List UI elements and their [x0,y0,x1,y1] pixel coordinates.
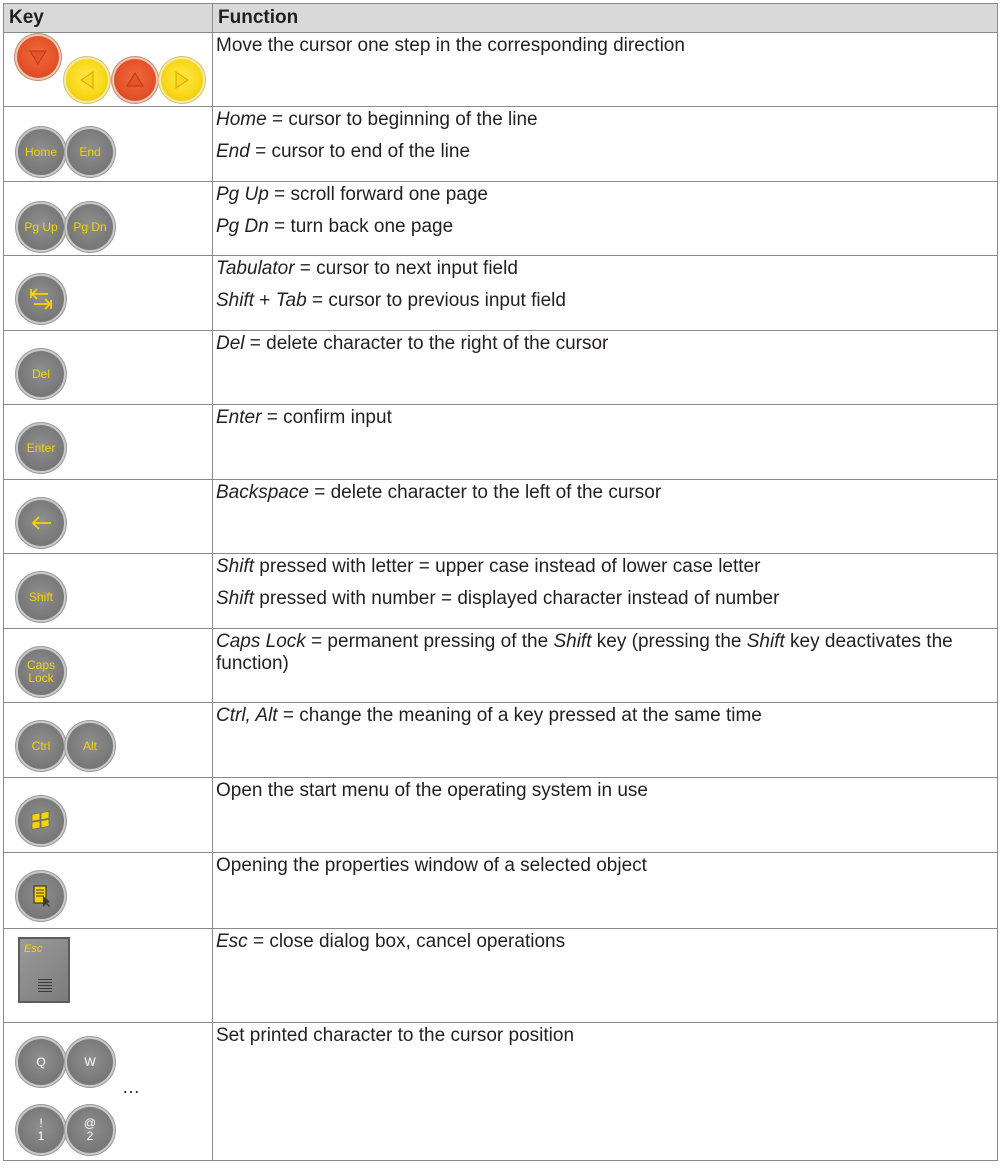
table-header [4,4,998,33]
function-cell: Backspace = delete character to the left of the cursor [213,480,998,554]
key-cell-tab [4,256,213,331]
function-cell: Tabulator = cursor to next input field Shift + Tab = cursor to previous input field [213,256,998,331]
table-row [4,33,998,107]
header-function: Function [213,4,998,33]
function-cell: Enter = confirm input [213,405,998,480]
function-cell: Pg Up = scroll forward one page Pg Dn = turn back one page [213,182,998,256]
q-key: Q [18,1039,64,1085]
key-cell-arrows [4,33,213,107]
ellipsis: … [122,1077,140,1097]
function-cell: Esc = close dialog box, cancel operations [213,929,998,1023]
enter-key: Enter [18,425,64,471]
table-row [4,331,998,405]
key-cell-menu [4,853,213,929]
function-cell: Set printed character to the cursor position [213,1023,998,1161]
function-cell: Caps Lock = permanent pressing of the Shift key (pressing the Shift key deactivates the function) [213,629,998,703]
alt-key: Alt [67,723,113,769]
key-cell-shift [4,554,213,629]
home-key: Home [18,129,64,175]
arrow-right-icon [161,59,203,101]
header-key: Key [4,4,213,33]
table-row [4,1023,998,1161]
del-key: Del [18,351,64,397]
function-cell: Opening the properties window of a selected object [213,853,998,929]
key-cell-windows [4,778,213,853]
esc-key [18,937,70,1003]
backspace-icon [18,500,64,546]
tab-icon [18,276,64,322]
table-row [4,480,998,554]
key-cell-page [4,182,213,256]
function-cell: Move the cursor one step in the corresponding direction [213,33,998,107]
table-row [4,182,998,256]
shift-key: Shift [18,574,64,620]
w-key: W [67,1039,113,1085]
pgup-key: Pg Up [18,204,64,250]
key-cell-ctrl-alt [4,703,213,778]
function-cell: Del = delete character to the right of the cursor [213,331,998,405]
esc-label: Esc [24,943,43,955]
at-2-key: @ 2 [67,1107,113,1153]
caps-lock-key: Caps Lock [18,649,64,695]
arrow-left-icon [66,59,108,101]
key-cell-home-end [4,107,213,182]
context-menu-icon [18,873,64,919]
function-cell: Home = cursor to beginning of the line End = cursor to end of the line [213,107,998,182]
table-row [4,107,998,182]
table-row [4,629,998,703]
key-cell-enter [4,405,213,480]
arrow-up-icon [114,59,156,101]
exclamation-1-key: ! 1 [18,1107,64,1153]
windows-logo-icon [18,798,64,844]
key-cell-esc [4,929,213,1023]
function-cell: Ctrl, Alt = change the meaning of a key pressed at the same time [213,703,998,778]
function-cell: Shift pressed with letter = upper case instead of lower case letter Shift pressed with number = displayed character instead of number [213,554,998,629]
key-cell-characters [4,1023,213,1161]
table-row [4,778,998,853]
end-key: End [67,129,113,175]
key-cell-backspace [4,480,213,554]
function-cell: Open the start menu of the operating system in use [213,778,998,853]
key-cell-del [4,331,213,405]
pgdn-key: Pg Dn [67,204,113,250]
esc-grip-icon [38,979,52,993]
table-row [4,853,998,929]
table-row [4,703,998,778]
ctrl-key: Ctrl [18,723,64,769]
table-row [4,405,998,480]
key-function-table [3,3,998,1161]
arrow-down-icon [17,36,59,78]
table-row [4,929,998,1023]
table-row [4,554,998,629]
key-cell-caps [4,629,213,703]
table-row [4,256,998,331]
